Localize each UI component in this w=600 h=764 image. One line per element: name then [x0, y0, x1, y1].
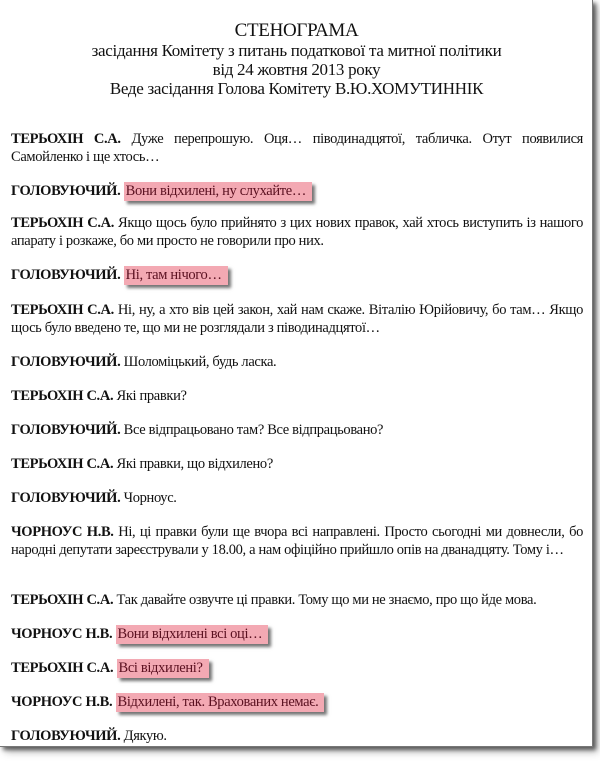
speaker-name: ГОЛОВУЮЧИЙ.: [11, 422, 121, 438]
speaker-name: ТЕРЬОХІН С.А.: [11, 660, 114, 676]
speech-text: Так давайте озвучте ці правки. Тому що ми не знаємо, про що йде мова.: [116, 592, 537, 608]
speaker-name: ГОЛОВУЮЧИЙ.: [11, 728, 121, 744]
document-header: [0, 20, 593, 98]
transcript-entry: [11, 421, 583, 439]
speaker-name: ТЕРЬОХІН С.А.: [11, 215, 114, 231]
highlighted-speech-text: Вони відхилені, ну слухайте…: [124, 182, 312, 201]
transcript-entry: [11, 353, 583, 371]
speaker-name: ЧОРНОУС Н.В.: [11, 626, 113, 642]
highlighted-speech-text: Вони відхилені всі оці…: [116, 625, 269, 644]
speech-text: Які правки?: [116, 388, 187, 404]
transcript-entry: [11, 266, 583, 284]
transcript-entry: [11, 214, 583, 250]
document-chair: Веде засідання Голова Комітету В.Ю.ХОМУТИННІК: [109, 79, 484, 98]
speech-text: Ні, ну, а хто вів цей закон, хай нам скаже. Віталію Юрійовичу, бо там… Якщо щось було введено те, що ми не розглядали з пiводинадцятої…: [11, 302, 584, 336]
transcript-entry: [11, 130, 583, 166]
speaker-name: ГОЛОВУЮЧИЙ.: [11, 354, 121, 370]
transcript-entry: [11, 625, 583, 643]
transcript-entry: [11, 523, 583, 559]
speaker-name: ТЕРЬОХІН С.А.: [11, 456, 114, 472]
transcript-entry: [11, 659, 583, 677]
document-date: від 24 жовтня 2013 року: [212, 60, 381, 79]
speech-text: Дуже перепрошую. Оця… пiводинадцятої, табличка. Отут появилися Самойленко і ще хтось…: [11, 131, 583, 165]
speech-text: Ні, ці правки були ще вчора всі направлені. Просто сьогодні ми довнесли, бо народні депутати зареєстрували у 18.00, а нам офіційно прийшло опів на дванадцяту. Тому і…: [11, 524, 584, 558]
speech-text: Які правки, що відхилено?: [116, 456, 273, 472]
transcript-entry: [11, 727, 583, 745]
speaker-name: ГОЛОВУЮЧИЙ.: [11, 490, 121, 506]
transcript-entry: [11, 591, 583, 609]
transcript-entry: [11, 455, 583, 473]
highlighted-speech-text: Всі відхилені?: [117, 659, 209, 678]
speaker-name: ТЕРЬОХІН С.А.: [11, 592, 114, 608]
speaker-name: ЧОРНОУС Н.В.: [11, 694, 113, 710]
highlighted-speech-text: Відхилені, так. Врахованих немає.: [116, 693, 325, 712]
transcript-entry: [11, 489, 583, 507]
transcript-entry: [11, 301, 583, 337]
transcript-entry: [11, 182, 583, 200]
speaker-name: ТЕРЬОХІН С.А.: [11, 388, 114, 404]
speech-text: Чорноус.: [123, 490, 177, 506]
speaker-name: ЧОРНОУС Н.В.: [11, 524, 114, 540]
speaker-name: ГОЛОВУЮЧИЙ.: [11, 183, 121, 199]
highlighted-speech-text: Ні, там нічого…: [124, 266, 228, 285]
document-subtitle: засідання Комітету з питань податкової та митної політики: [91, 41, 502, 60]
speech-text: Все відпрацьовано там? Все відпрацьовано?: [123, 422, 384, 438]
speaker-name: ТЕРЬОХІН С.А.: [11, 131, 121, 147]
speech-text: Шоломіцький, будь ласка.: [123, 354, 277, 370]
transcript-entry: [11, 387, 583, 405]
speaker-name: ГОЛОВУЮЧИЙ.: [11, 267, 121, 283]
speech-text: Якщо щось було прийнято з цих нових правок, хай хтось виступить із нашого апарату і розкаже, бо ми просто не говорили про них.: [11, 215, 583, 249]
speaker-name: ТЕРЬОХІН С.А.: [11, 302, 114, 318]
speech-text: Дякую.: [123, 728, 167, 744]
document-title: СТЕНОГРАМА: [234, 20, 359, 41]
transcript-entry: [11, 693, 583, 711]
